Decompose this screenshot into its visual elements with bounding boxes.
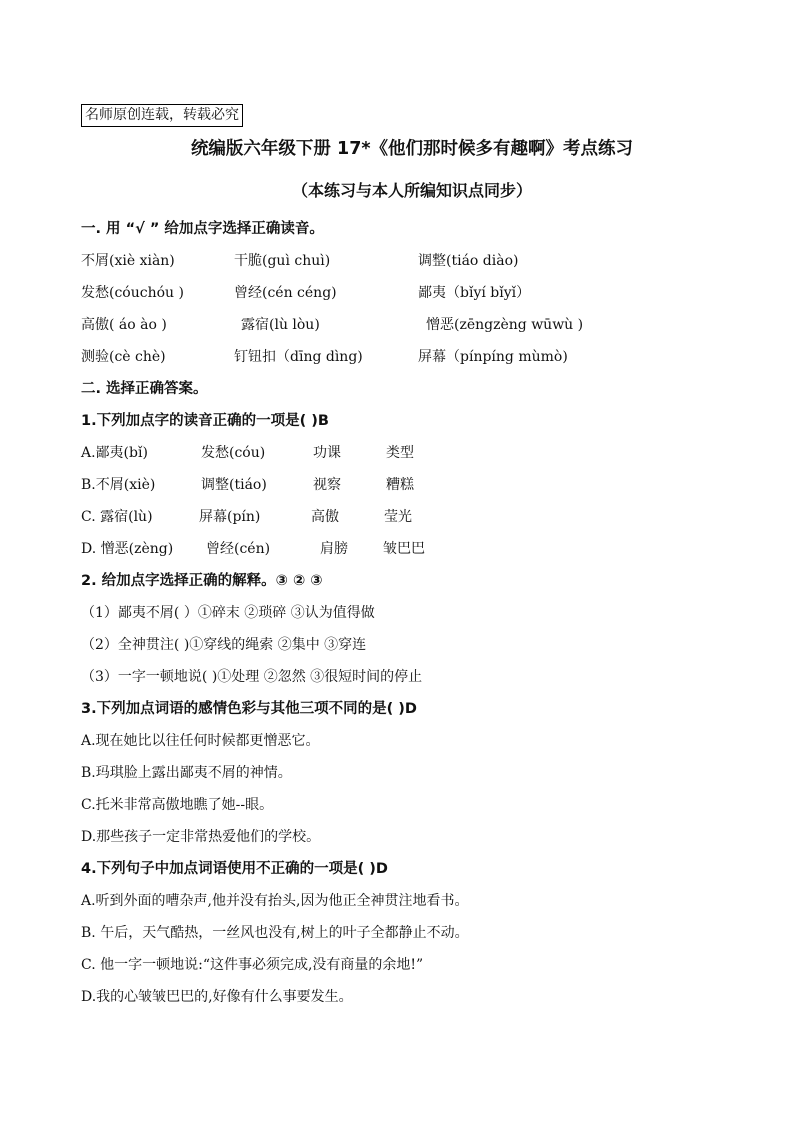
- q1-option-word: 肩膀: [320, 541, 348, 557]
- q1-option-word: A.鄙夷(bǐ): [81, 445, 148, 461]
- q4-option: C. 他一字一顿地说:“这件事必须完成,没有商量的余地!”: [81, 957, 424, 973]
- pinyin-item: 发愁(cóuchóu ): [81, 285, 184, 301]
- pinyin-item: 屏幕（pínpíng mùmò): [418, 349, 568, 365]
- q1-option-word: 调整(tiáo): [201, 477, 267, 493]
- q1-option-word: 皱巴巴: [383, 541, 425, 557]
- q3-option: D.那些孩子一定非常热爱他们的学校。: [81, 829, 321, 845]
- q3-option: C.托米非常高傲地瞧了她--眼。: [81, 797, 274, 813]
- q4-option: B. 午后，天气酷热，一丝风也没有,树上的叶子全都静止不动。: [81, 925, 469, 941]
- q1-option-word: 功课: [313, 445, 341, 461]
- section1-heading: 一. 用 “√ ” 给加点字选择正确读音。: [81, 221, 324, 237]
- q1-option-word: C. 露宿(lù): [81, 509, 153, 525]
- question-4-stem: 4.下列句子中加点词语使用不正确的一项是( )D: [81, 861, 388, 877]
- q4-option: D.我的心皱皱巴巴的,好像有什么事要发生。: [81, 989, 353, 1005]
- pinyin-item: 高傲( áo ào ): [81, 317, 167, 333]
- q2-item: （2）全神贯注( )①穿线的绳索 ②集中 ③穿连: [81, 637, 367, 653]
- pinyin-item: 鄙夷（bǐyí bǐyǐ）: [418, 285, 531, 301]
- q3-option: B.玛琪脸上露出鄙夷不屑的神情。: [81, 765, 292, 781]
- question-2-stem: 2. 给加点字选择正确的解释。③ ② ③: [81, 573, 323, 589]
- q1-option-word: 类型: [386, 445, 414, 461]
- q1-option-word: 高傲: [311, 509, 339, 525]
- pinyin-item: 干脆(guì chuì): [234, 253, 331, 269]
- question-1-stem: 1.下列加点字的读音正确的一项是( )B: [81, 413, 329, 429]
- pinyin-item: 曾经(cén céng): [234, 285, 337, 301]
- q1-option-word: B.不屑(xiè): [81, 477, 156, 493]
- pinyin-item: 憎恶(zēngzèng wūwù ): [426, 317, 584, 333]
- q1-option-word: 曾经(cén): [206, 541, 271, 557]
- q4-option: A.听到外面的嘈杂声,他并没有抬头,因为他正全神贯注地看书。: [81, 893, 469, 909]
- pinyin-item: 露宿(lù lòu): [241, 317, 320, 333]
- q1-option-word: 糟糕: [386, 477, 414, 493]
- question-3-stem: 3.下列加点词语的感情色彩与其他三项不同的是( )D: [81, 701, 417, 717]
- q1-option-word: D. 憎恶(zèng): [81, 541, 174, 557]
- copyright-stamp: 名师原创连载，转载必究: [81, 104, 243, 127]
- pinyin-item: 钉钮扣（dīng dìng): [234, 349, 363, 365]
- page-title: 统编版六年级下册 17*《他们那时候多有趣啊》考点练习: [190, 139, 634, 159]
- page-subtitle: （本练习与本人所编知识点同步）: [291, 181, 532, 200]
- pinyin-item: 不屑(xiè xiàn): [81, 253, 175, 269]
- q1-option-word: 屏幕(pín): [199, 509, 261, 525]
- q3-option: A.现在她比以往任何时候都更憎恶它。: [81, 733, 320, 749]
- q1-option-word: 发愁(cóu): [201, 445, 266, 461]
- pinyin-item: 调整(tiáo diào): [418, 253, 519, 269]
- section2-heading: 二. 选择正确答案。: [81, 381, 208, 397]
- q2-item: （1）鄙夷不屑( ）①碎末 ②琐碎 ③认为值得做: [81, 605, 375, 621]
- q1-option-word: 视察: [313, 477, 341, 493]
- q1-option-word: 莹光: [384, 509, 412, 525]
- pinyin-item: 测验(cè chè): [81, 349, 166, 365]
- q2-item: （3）一字一顿地说( )①处理 ②忽然 ③很短时间的停止: [81, 669, 423, 685]
